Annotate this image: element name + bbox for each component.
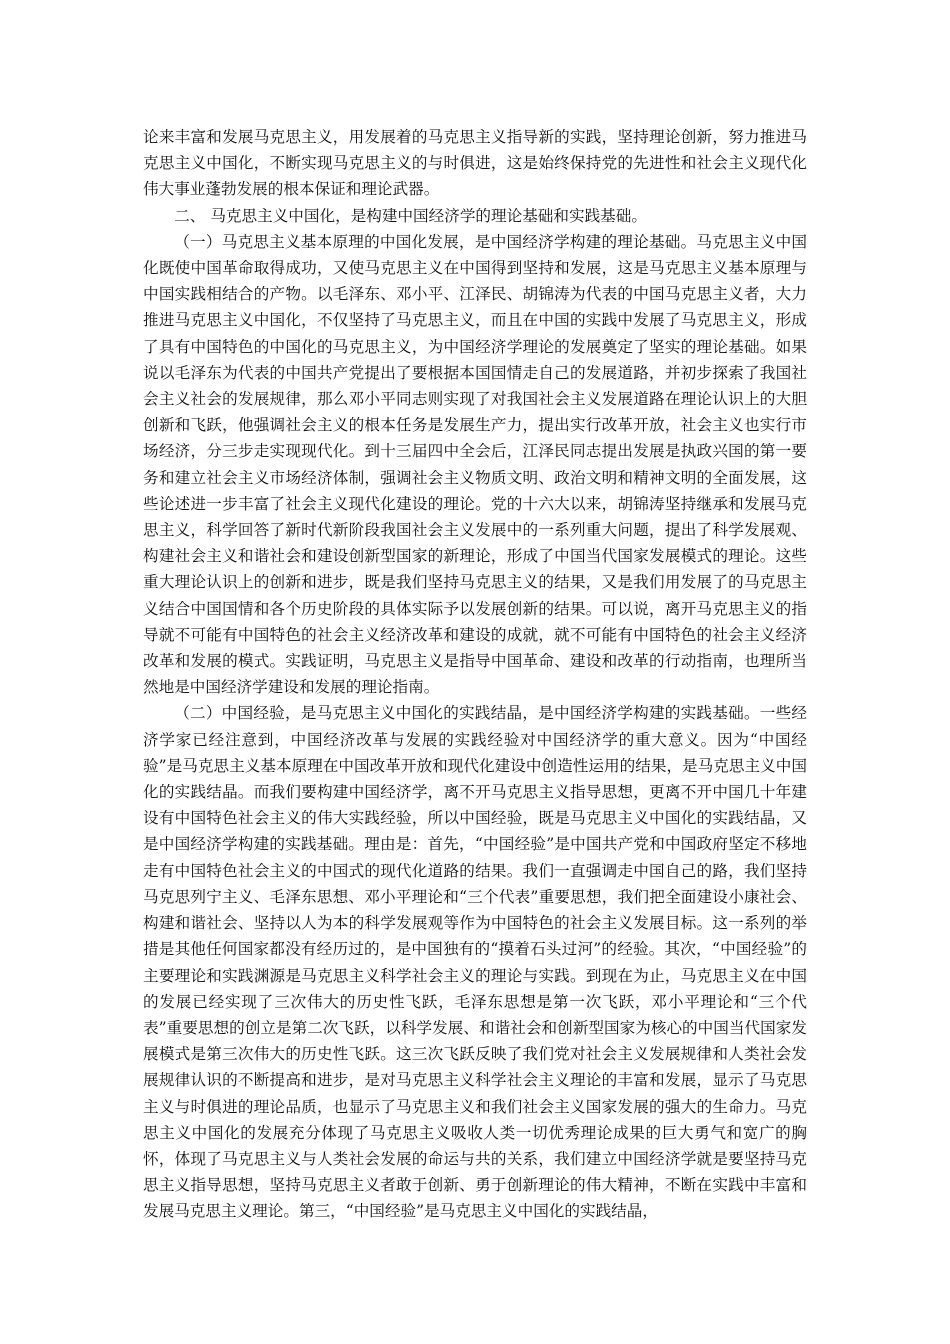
document-body <box>143 124 807 1225</box>
paragraph-continuation: 论来丰富和发展马克思主义，用发展着的马克思主义指导新的实践，坚持理论创新，努力推进马克思主义中国化，不断实现马克思主义的与时俱进，这是始终保持党的先进性和社会主义现代化伟大事业蓬勃发展的根本保证和理论武器。 <box>143 128 807 199</box>
paragraph-practical-basis: （二）中国经验，是马克思主义中国化的实践结晶，是中国经济学构建的实践基础。一些经济学家已经注意到，中国经济改革与发展的实践经验对中国经济学的重大意义。因为“中国经验”是马克思主义基本原理在中国改革开放和现代化建设中创造性运用的结果，是马克思主义中国化的实践结晶。而我们要构建中国经济学，离不开马克思主义指导思想，更离不开中国几十年建设有中国特色社会主义的伟大实践经验，所以中国经验，既是马克思主义中国化的实践结晶，又是中国经济学构建的实践基础。理由是：首先，“中国经验”是中国共产党和中国政府坚定不移地走有中国特色社会主义的中国式的现代化道路的结果。我们一直强调走中国自己的路，我们坚持马克思列宁主义、毛泽东思想、邓小平理论和“三个代表”重要思想，我们把全面建设小康社会、构建和谐社会、坚持以人为本的科学发展观等作为中国特色的社会主义发展目标。这一系列的举措是其他任何国家都没有经历过的，是中国独有的“摸着石头过河”的经验。其次，“中国经验”的主要理论和实践渊源是马克思主义科学社会主义的理论与实践。到现在为止，马克思主义在中国的发展已经实现了三次伟大的历史性飞跃，毛泽东思想是第一次飞跃，邓小平理论和“三个代表”重要思想的创立是第二次飞跃，以科学发展、和谐社会和创新型国家为核心的中国当代国家发展模式是第三次伟大的历史性飞跃。这三次飞跃反映了我们党对社会主义发展规律和人类社会发展规律认识的不断提高和进步，是对马克思主义科学社会主义理论的丰富和发展，显示了马克思主义与时俱进的理论品质，也显示了马克思主义和我们社会主义国家发展的强大的生命力。马克思主义中国化的发展充分体现了马克思主义吸收人类一切优秀理论成果的巨大勇气和宽广的胸怀，体现了马克思主义与人类社会发展的命运与共的关系，我们建立中国经济学就是要坚持马克思主义指导思想，坚持马克思主义者敢于创新、勇于创新理论的伟大精神，不断在实践中丰富和发展马克思主义理论。第三，“中国经验”是马克思主义中国化的实践结晶， <box>143 704 807 1221</box>
section-heading: 二、 马克思主义中国化，是构建中国经济学的理论基础和实践基础。 <box>174 206 647 225</box>
paragraph-theoretical-basis: （一）马克思主义基本原理的中国化发展，是中国经济学构建的理论基础。马克思主义中国化既使中国革命取得成功，又使马克思主义在中国得到坚持和发展，这是马克思主义基本原理与中国实践相结合的产物。以毛泽东、邓小平、江泽民、胡锦涛为代表的中国马克思主义者，大力推进马克思主义中国化，不仅坚持了马克思主义，而且在中国的实践中发展了马克思主义，形成了具有中国特色的中国化的马克思主义，为中国经济学理论的发展奠定了坚实的理论基础。如果说以毛泽东为代表的中国共产党提出了要根据本国国情走自己的发展道路，并初步探索了我国社会主义社会的发展规律，那么邓小平同志则实现了对我国社会主义发展道路在理论认识上的大胆创新和飞跃，他强调社会主义的根本任务是发展生产力，提出实行改革开放，社会主义也实行市场经济，分三步走实现现代化。到十三届四中全会后，江泽民同志提出发展是执政兴国的第一要务和建立社会主义市场经济体制，强调社会主义物质文明、政治文明和精神文明的全面发展，这些论述进一步丰富了社会主义现代化建设的理论。党的十六大以来，胡锦涛坚持继承和发展马克思主义，科学回答了新时代新阶段我国社会主义发展中的一系列重大问题，提出了科学发展观、构建社会主义和谐社会和建设创新型国家的新理论，形成了中国当代国家发展模式的理论。这些重大理论认识上的创新和进步，既是我们坚持马克思主义的结果，又是我们用发展了的马克思主义结合中国国情和各个历史阶段的具体实际予以发展创新的结果。可以说，离开马克思主义的指导就不可能有中国特色的社会主义经济改革和建设的成就，就不可能有中国特色的社会主义经济改革和发展的模式。实践证明，马克思主义是指导中国革命、建设和改革的行动指南，也理所当然地是中国经济学建设和发展的理论指南。 <box>143 232 807 697</box>
